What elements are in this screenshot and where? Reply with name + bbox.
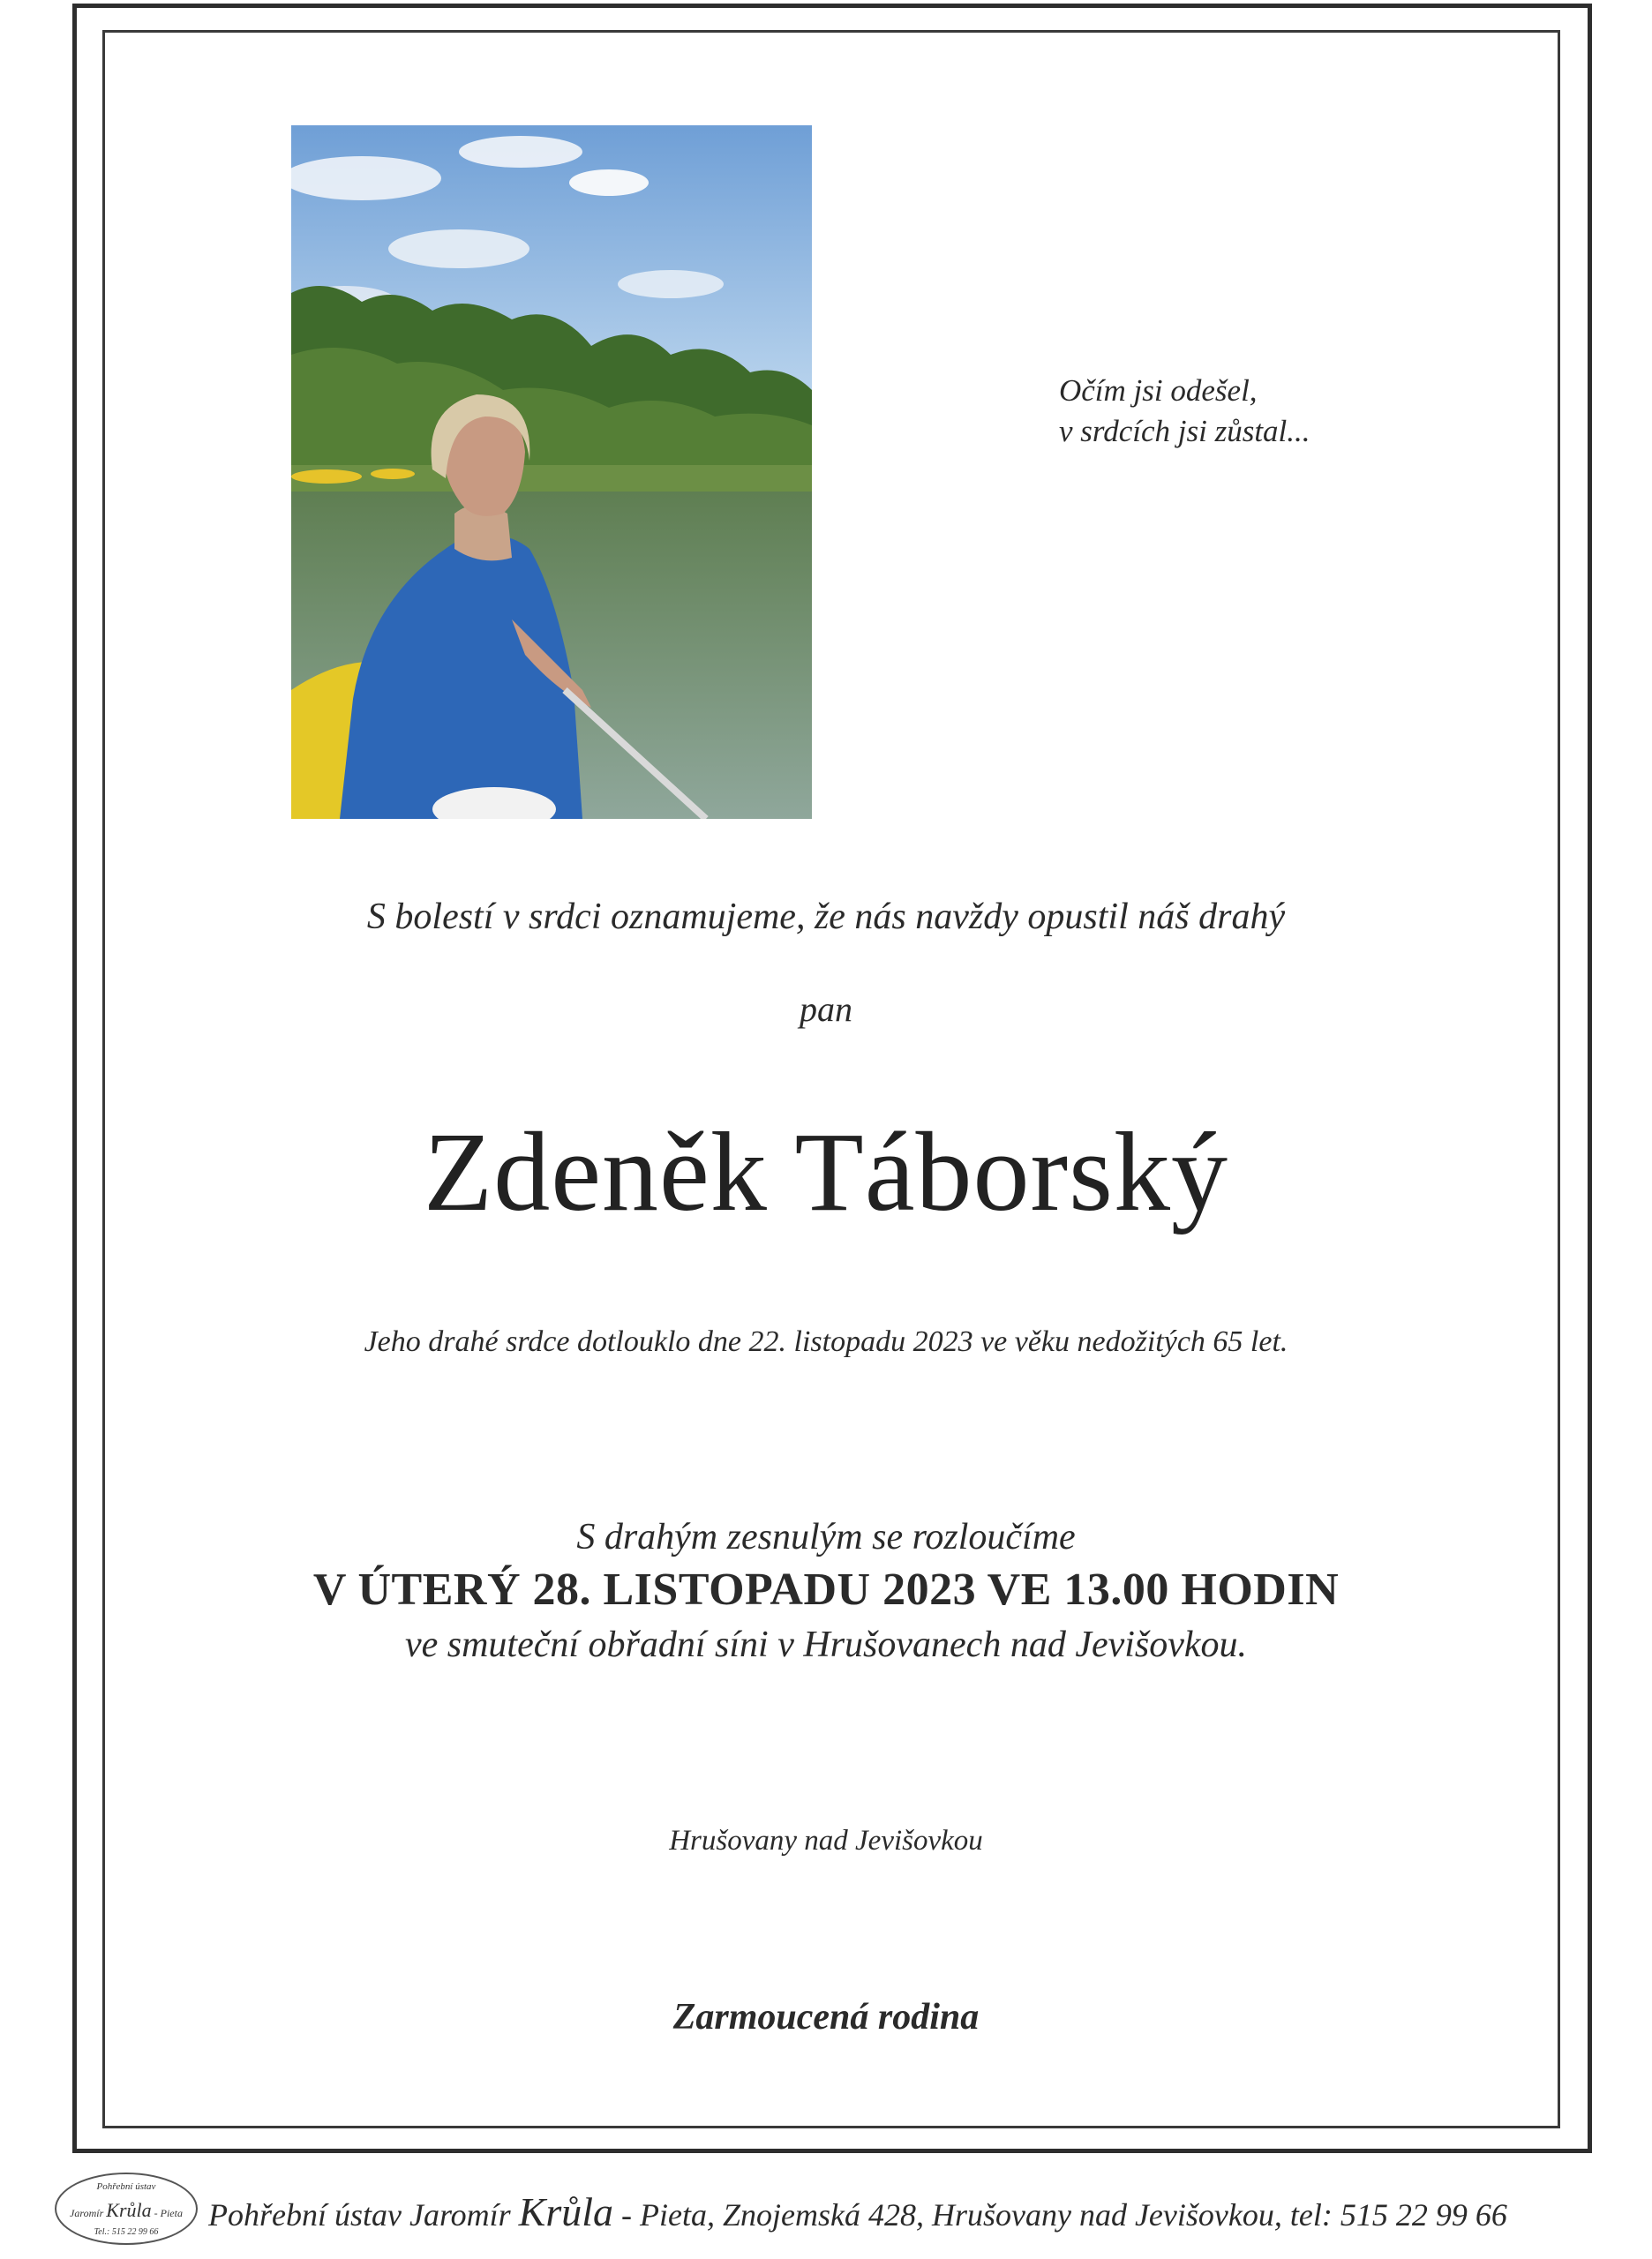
logo-name-pre: Jaromír [70, 2207, 107, 2219]
footer-contact [208, 2188, 1507, 2235]
footer-suffix: - Pieta, Znojemská 428, Hrušovany nad Jevišovkou, tel: 515 22 99 66 [613, 2197, 1507, 2233]
portrait-photo [291, 125, 812, 819]
logo-top-text: Pohřební ústav [96, 2181, 156, 2192]
death-details: Jeho drahé srdce dotlouklo dne 22. listopadu 2023 ve věku nedožitých 65 let. [364, 1325, 1288, 1358]
funeral-home-logo [55, 2173, 198, 2245]
logo-name-brand: Krůla [106, 2199, 152, 2221]
footer-brand: Krůla [518, 2189, 614, 2234]
motto [1059, 371, 1430, 452]
logo-name-post: - Pieta [151, 2207, 183, 2219]
motto-line-1: Očím jsi odešel, [1059, 373, 1258, 408]
honorific: pan [800, 989, 852, 1029]
logo-phone: Tel.: 515 22 99 66 [94, 2227, 159, 2237]
funeral-place: ve smuteční obřadní síni v Hrušovanech nad Jevišovkou. [404, 1625, 1248, 1665]
motto-line-2: v srdcích jsi zůstal... [1059, 414, 1310, 448]
deceased-name: Zdeněk Táborský [424, 1109, 1228, 1235]
announcement-intro: S bolestí v srdci oznamujeme, že nás navždy opustil náš drahý [366, 897, 1286, 937]
footer-prefix: Pohřební ústav Jaromír [208, 2197, 519, 2233]
portrait-photo-image [291, 125, 812, 819]
funeral-date: V ÚTERÝ 28. LISTOPADU 2023 VE 13.00 HODIN [312, 1565, 1340, 1615]
town: Hrušovany nad Jevišovkou [669, 1825, 983, 1857]
farewell-line: S drahým zesnulým se rozloučíme [576, 1517, 1076, 1557]
logo-name [56, 2199, 196, 2222]
mourners: Zarmoucená rodina [672, 1997, 980, 2038]
